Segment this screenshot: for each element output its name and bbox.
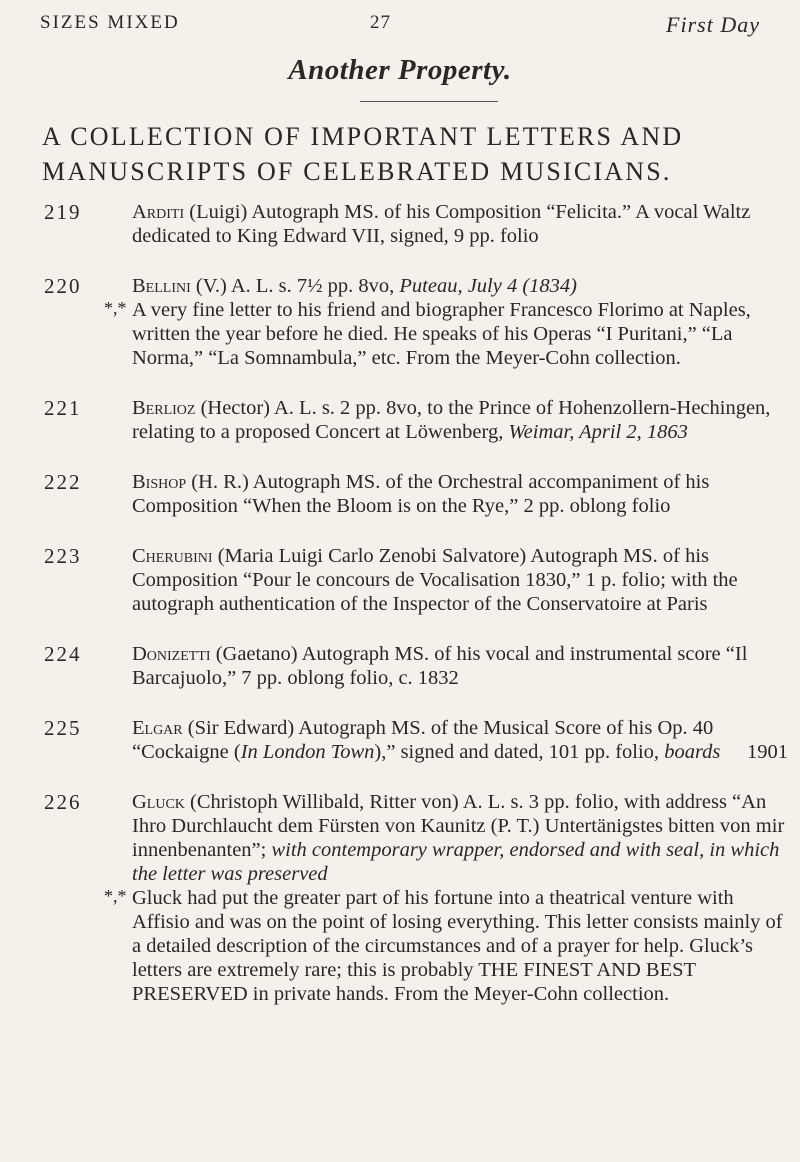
lot-description [132, 396, 792, 444]
lot-entry [0, 274, 800, 370]
title-rule [360, 101, 498, 102]
lot-entry [0, 470, 800, 518]
lot-description [132, 200, 792, 248]
section-heading: A COLLECTION OF IMPORTANT LETTERS AND MANUSCRIPTS OF CELEBRATED MUSICIANS. [42, 122, 684, 186]
note-marker: *,* [104, 298, 127, 318]
running-head [40, 12, 760, 38]
page-number: 27 [370, 12, 391, 33]
note-marker: *,* [104, 886, 127, 906]
lot-description [132, 642, 792, 690]
lot-number: 226 [44, 790, 82, 814]
lot-entry [0, 396, 800, 444]
page-title: Another Property. [288, 54, 512, 86]
lot-note: A very fine letter to his friend and biographer Francesco Florimo at Naples, written the year before he died. He speaks of his Operas “I Puritani,” “La Norma,” “La Somnambula,” etc. From the Meyer-Cohn collection. [132, 299, 751, 369]
lot-composer: Gluck [132, 791, 185, 813]
lot-entry [0, 200, 800, 248]
lot-number: 225 [44, 716, 82, 740]
lot-composer: Donizetti [132, 643, 211, 665]
lot-composer: Elgar [132, 717, 183, 739]
lot-composer: Arditi [132, 201, 185, 223]
lot-text: (Hector) A. L. s. 2 pp. 8vo, to the Prince of Hohenzollern-Hechingen, relating to a proposed Concert at Löwenberg, [132, 397, 771, 443]
lot-description [132, 716, 792, 764]
lot-number: 222 [44, 470, 82, 494]
lot-italic: In London Town [240, 741, 375, 763]
lot-number: 223 [44, 544, 82, 568]
lot-number: 221 [44, 396, 82, 420]
lot-entry [0, 544, 800, 616]
lot-text-continued: ),” signed and dated, 101 pp. folio, [374, 741, 665, 763]
lot-text: (Sir Edward) Autograph MS. of the Musical Score of his Op. 40 “Cockaigne ( [132, 717, 714, 763]
lot-text: (H. R.) Autograph MS. of the Orchestral accompaniment of his Composition “When the Bloom is on the Rye,” 2 pp. oblong folio [132, 471, 710, 517]
lot-italic: Puteau, July 4 (1834) [399, 275, 578, 297]
lot-number: 220 [44, 274, 82, 298]
lot-number: 224 [44, 642, 82, 666]
lot-description [132, 544, 792, 616]
lot-description [132, 274, 792, 298]
lot-note: Gluck had put the greater part of his fortune into a theatrical venture with Affisio and was on the point of losing everything. This letter consists mainly of a detailed description of the circumstances and of a prayer for help. Gluck’s letters are extremely rare; this is probably THE FINEST AND BEST PRESERVED in private hands. From the Meyer-Cohn collection. [132, 887, 783, 1005]
lot-date: 1901 [747, 741, 788, 763]
lot-description [132, 790, 792, 886]
lot-composer: Cherubini [132, 545, 213, 567]
running-head-right: First Day [666, 12, 760, 37]
running-head-left: SIZES MIXED [40, 12, 180, 33]
lot-composer: Bishop [132, 471, 187, 493]
lot-italic: with contemporary wrapper, endorsed and with seal, in which the letter was preserved [132, 839, 780, 885]
lot-entry [0, 642, 800, 690]
lot-text: (Gaetano) Autograph MS. of his vocal and instrumental score “Il Barcajuolo,” 7 pp. oblong folio, c. 1832 [132, 643, 748, 689]
lot-composer: Berlioz [132, 397, 196, 419]
lot-number: 219 [44, 200, 82, 224]
lot-entry [0, 790, 800, 1006]
lot-list [0, 200, 800, 1032]
lot-binding: boards [664, 741, 721, 763]
lot-description [132, 470, 792, 518]
lot-italic: Weimar, April 2, 1863 [508, 421, 688, 443]
lot-composer: Bellini [132, 275, 191, 297]
lot-text: (Christoph Willibald, Ritter von) A. L. s. 3 pp. folio, with address “An Ihro Durchlaucht dem Fürsten von Kaunitz (P. T.) Untertänigstes bitten von mir innenbenanten”; [132, 791, 785, 861]
lot-text: (Luigi) Autograph MS. of his Composition “Felicita.” A vocal Waltz dedicated to King Edward VII, signed, 9 pp. folio [132, 201, 751, 247]
lot-entry [0, 716, 800, 764]
lot-text: (Maria Luigi Carlo Zenobi Salvatore) Autograph MS. of his Composition “Pour le concours de Vocalisation 1830,” 1 p. folio; with the autograph authentication of the Inspector of the Conservatoire at Paris [132, 545, 738, 615]
lot-text: (V.) A. L. s. 7½ pp. 8vo, [190, 275, 400, 297]
